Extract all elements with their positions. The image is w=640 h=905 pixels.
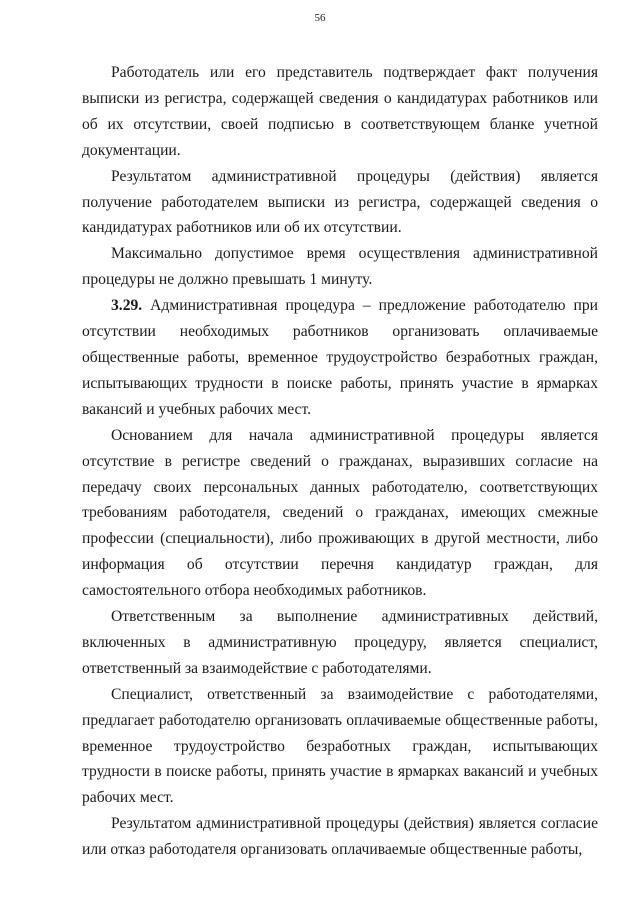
paragraph-8 <box>82 811 598 863</box>
paragraph-1 <box>82 60 598 164</box>
paragraph-text: Административная процедура – предложение работодателю при отсутствии необходимых работников организовать оплачиваемые общественные работы, временное трудоустройство безработных граждан, испытывающих трудности в поиске работы, принять участие в ярмарках вакансий и учебных рабочих мест. <box>82 297 598 418</box>
paragraph-text: Результатом административной процедуры (действия) является согласие или отказ работодателя организовать оплачиваемые общественные работы, <box>82 815 598 859</box>
clause-number: 3.29. <box>111 297 143 315</box>
paragraph-6 <box>82 604 598 682</box>
paragraph-7 <box>82 682 598 812</box>
paragraph-text: Результатом административной процедуры (действия) является получение работодателем выписки из регистра, содержащей сведения о кандидатурах работников или об их отсутствии. <box>82 167 598 237</box>
paragraph-text: Работодатель или его представитель подтверждает факт получения выписки из регистра, содержащей сведения о кандидатурах работников или об их отсутствии, своей подписью в соответствующем бланке учетной документации. <box>82 64 598 159</box>
paragraph-text: Специалист, ответственный за взаимодействие с работодателями, предлагает работодателю организовать оплачиваемые общественные работы, временное трудоустройство безработных граждан, испытывающих трудности в поиске работы, принять участие в ярмарках вакансий и учебных рабочих мест. <box>82 685 598 807</box>
paragraph-4 <box>82 293 598 423</box>
paragraph-2 <box>82 164 598 242</box>
paragraph-text: Основанием для начала административной процедуры является отсутствие в регистре сведений о гражданах, выразивших согласие на передачу своих персональных данных работодателю, соответствующих требованиям работодателя, сведений о гражданах, имеющих смежные профессии (специальности), либо проживающих в другой местности, либо информация об отсутствии перечня кандидатур граждан, для самостоятельного отбора необходимых работников. <box>82 426 598 600</box>
paragraph-text: Максимально допустимое время осуществления административной процедуры не должно превышать 1 минуту. <box>82 245 598 289</box>
paragraph-text: Ответственным за выполнение административных действий, включенных в административную процедуру, является специалист, ответственный за взаимодействие с работодателями. <box>82 608 598 677</box>
page-number: 56 <box>314 12 326 24</box>
document-body <box>82 60 598 863</box>
paragraph-5 <box>82 423 598 604</box>
paragraph-3 <box>82 241 598 293</box>
